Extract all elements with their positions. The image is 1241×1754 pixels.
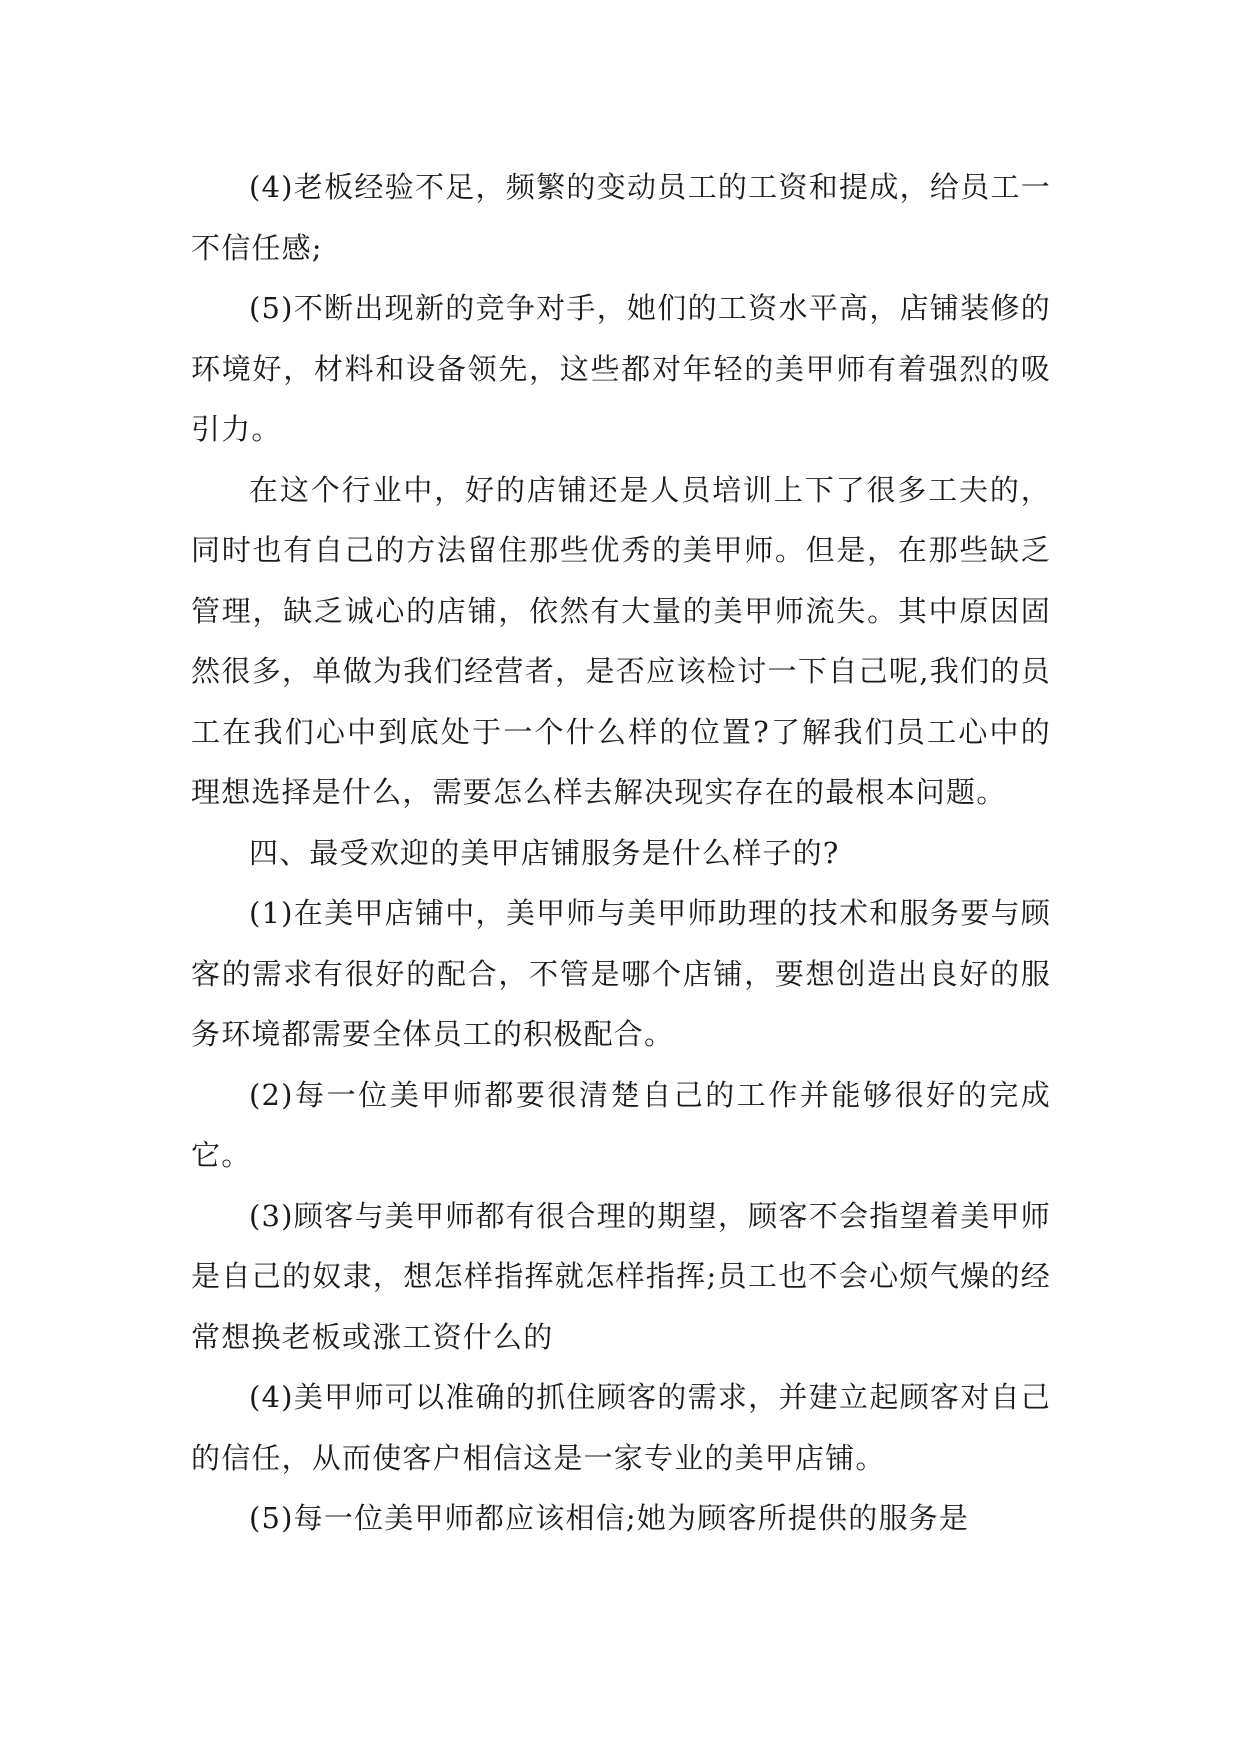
paragraph-item-4-boss-inexperience: (4)老板经验不足，频繁的变动员工的工资和提成，给员工一不信任感; [191, 170, 1051, 265]
paragraph-item-1-cooperation: (1)在美甲店铺中，美甲师与美甲师助理的技术和服务要与顾客的需求有很好的配合，不管是哪个店铺，要想创造出良好的服务环境都需要全体员工的积极配合。 [191, 896, 1051, 1051]
section-heading-four: 四、最受欢迎的美甲店铺服务是什么样子的? [249, 835, 840, 870]
paragraph-item-5-belief: (5)每一位美甲师都应该相信;她为顾客所提供的服务是 [249, 1501, 970, 1535]
paragraph-industry-analysis: 在这个行业中，好的店铺还是人员培训上下了很多工夫的，同时也有自己的方法留住那些优秀的美甲师。但是，在那些缺乏管理，缺乏诚心的店铺，依然有大量的美甲师流失。其中原因固然很多，单做为我们经营者，是否应该检讨一下自己呢,我们的员工在我们心中到底处于一个什么样的位置?了解我们员工心中的理想选择是什么，需要怎么样去解决现实存在的最根本问题。 [191, 472, 1051, 809]
paragraph-item-3-reasonable-expectations: (3)顾客与美甲师都有很合理的期望，顾客不会指望着美甲师是自己的奴隶，想怎样指挥就怎样指挥;员工也不会心烦气燥的经常想换老板或涨工资什么的 [191, 1198, 1051, 1354]
paragraph-item-2-clear-work: (2)每一位美甲师都要很清楚自己的工作并能够很好的完成它。 [191, 1077, 1051, 1172]
document-body [191, 157, 1051, 1549]
paragraph-item-5-new-competitors: (5)不断出现新的竞争对手，她们的工资水平高，店铺装修的环境好，材料和设备领先，这些都对年轻的美甲师有着强烈的吸引力。 [191, 291, 1051, 446]
paragraph-item-4-customer-needs: (4)美甲师可以准确的抓住顾客的需求，并建立起顾客对自己的信任，从而使客户相信这是一家专业的美甲店铺。 [191, 1380, 1051, 1475]
